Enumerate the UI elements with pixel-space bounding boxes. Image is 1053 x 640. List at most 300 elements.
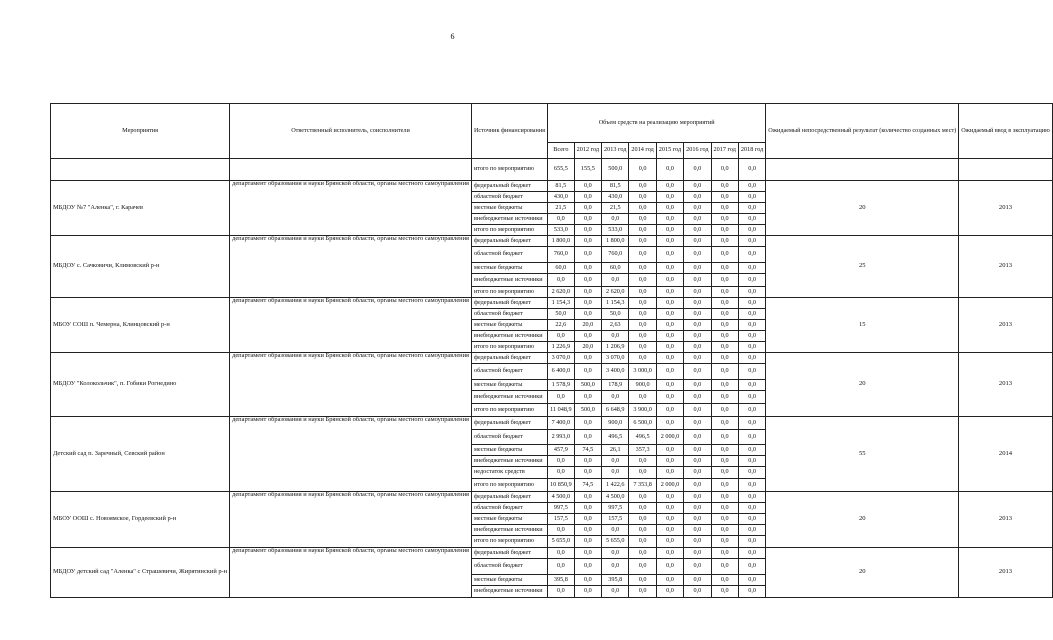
value-cell: 3 000,0 xyxy=(629,364,656,380)
value-cell: 0,0 xyxy=(574,430,601,445)
value-cell: 155,5 xyxy=(574,159,601,181)
source-cell: местные бюджеты xyxy=(471,445,547,456)
value-cell: 0,0 xyxy=(711,320,738,331)
value-cell: 0,0 xyxy=(629,548,656,559)
value-cell: 0,0 xyxy=(574,214,601,225)
table-row xyxy=(51,236,1053,247)
value-cell: 10 850,9 xyxy=(548,479,575,492)
value-cell: 0,0 xyxy=(656,417,683,430)
value-cell: 0,0 xyxy=(738,364,765,380)
value-cell: 3 900,0 xyxy=(629,404,656,417)
value-cell: 0,0 xyxy=(684,536,711,548)
table-header xyxy=(51,104,1053,159)
value-cell: 0,0 xyxy=(738,417,765,430)
responsible-cell xyxy=(230,159,472,181)
value-cell: 0,0 xyxy=(684,247,711,263)
source-cell: итого по мероприятию xyxy=(471,479,547,492)
value-cell: 1 226,9 xyxy=(548,342,575,353)
value-cell: 0,0 xyxy=(656,309,683,320)
value-cell: 357,3 xyxy=(629,445,656,456)
source-cell: итого по мероприятию xyxy=(471,342,547,353)
page-number: 6 xyxy=(450,32,455,41)
value-cell: 395,8 xyxy=(602,575,629,586)
value-cell: 7 353,8 xyxy=(629,479,656,492)
value-cell: 0,0 xyxy=(684,548,711,559)
value-cell: 2 620,0 xyxy=(548,287,575,298)
value-cell: 0,0 xyxy=(738,430,765,445)
value-cell: 0,0 xyxy=(711,159,738,181)
value-cell: 0,0 xyxy=(711,514,738,525)
value-cell: 0,0 xyxy=(656,247,683,263)
value-cell: 500,0 xyxy=(602,159,629,181)
value-cell: 2 620,0 xyxy=(602,287,629,298)
value-cell: 0,0 xyxy=(574,181,601,192)
value-cell: 0,0 xyxy=(738,192,765,203)
value-cell: 0,0 xyxy=(548,525,575,536)
measure-cell: МБОУ ООШ с. Новоямское, Гордеевский р-н xyxy=(51,492,230,548)
value-cell: 0,0 xyxy=(656,503,683,514)
value-cell: 0,0 xyxy=(574,298,601,309)
source-cell: федеральный бюджет xyxy=(471,492,547,503)
value-cell: 0,0 xyxy=(548,548,575,559)
value-cell: 0,0 xyxy=(629,514,656,525)
value-cell: 0,0 xyxy=(738,159,765,181)
value-cell: 0,0 xyxy=(684,225,711,236)
value-cell: 0,0 xyxy=(711,456,738,467)
value-cell: 0,0 xyxy=(711,263,738,274)
value-cell: 0,0 xyxy=(738,287,765,298)
value-cell: 0,0 xyxy=(738,274,765,287)
value-cell: 0,0 xyxy=(738,225,765,236)
value-cell: 0,0 xyxy=(711,342,738,353)
value-cell: 1 800,0 xyxy=(548,236,575,247)
value-cell: 0,0 xyxy=(684,456,711,467)
value-cell: 0,0 xyxy=(684,353,711,364)
source-cell: областной бюджет xyxy=(471,309,547,320)
value-cell: 0,0 xyxy=(629,492,656,503)
value-cell: 760,0 xyxy=(602,247,629,263)
value-cell: 0,0 xyxy=(711,417,738,430)
value-cell: 0,0 xyxy=(574,575,601,586)
value-cell: 2 000,0 xyxy=(656,479,683,492)
value-cell: 0,0 xyxy=(738,342,765,353)
result-cell: 20 xyxy=(766,492,959,548)
value-cell: 0,0 xyxy=(656,391,683,404)
value-cell: 0,0 xyxy=(656,445,683,456)
value-cell: 0,0 xyxy=(738,548,765,559)
value-cell: 60,0 xyxy=(548,263,575,274)
value-cell: 0,0 xyxy=(738,236,765,247)
value-cell: 0,0 xyxy=(656,575,683,586)
value-cell: 496,5 xyxy=(629,430,656,445)
value-cell: 0,0 xyxy=(574,536,601,548)
source-cell: местные бюджеты xyxy=(471,320,547,331)
value-cell: 20,0 xyxy=(574,342,601,353)
measure-cell: МБДОУ с. Сачковичи, Климовский р-н xyxy=(51,236,230,298)
value-cell: 0,0 xyxy=(629,263,656,274)
value-cell: 0,0 xyxy=(684,298,711,309)
value-cell: 1 154,3 xyxy=(548,298,575,309)
table-row xyxy=(51,298,1053,309)
value-cell: 0,0 xyxy=(656,380,683,391)
value-cell: 4 500,0 xyxy=(602,492,629,503)
value-cell: 6 400,0 xyxy=(548,364,575,380)
value-cell: 0,0 xyxy=(684,575,711,586)
value-cell: 0,0 xyxy=(684,320,711,331)
value-cell: 0,0 xyxy=(684,192,711,203)
value-cell: 0,0 xyxy=(656,192,683,203)
value-cell: 0,0 xyxy=(738,586,765,598)
value-cell: 0,0 xyxy=(629,391,656,404)
value-cell: 0,0 xyxy=(738,575,765,586)
value-cell: 0,0 xyxy=(629,309,656,320)
year-cell: 2013 xyxy=(959,298,1053,353)
value-cell: 0,0 xyxy=(656,492,683,503)
table-body xyxy=(51,159,1053,598)
value-cell: 157,5 xyxy=(602,514,629,525)
value-cell: 0,0 xyxy=(684,287,711,298)
value-cell: 0,0 xyxy=(548,559,575,575)
value-cell: 395,8 xyxy=(548,575,575,586)
value-cell: 0,0 xyxy=(602,274,629,287)
value-cell: 0,0 xyxy=(711,586,738,598)
value-cell: 157,5 xyxy=(548,514,575,525)
table-row xyxy=(51,159,1053,181)
value-cell: 0,0 xyxy=(574,525,601,536)
value-cell: 0,0 xyxy=(684,430,711,445)
value-cell: 457,9 xyxy=(548,445,575,456)
value-cell: 0,0 xyxy=(574,247,601,263)
value-cell: 0,0 xyxy=(738,514,765,525)
value-cell: 0,0 xyxy=(684,525,711,536)
value-cell: 0,0 xyxy=(738,503,765,514)
value-cell: 0,0 xyxy=(656,181,683,192)
value-cell: 0,0 xyxy=(738,492,765,503)
value-cell: 496,5 xyxy=(602,430,629,445)
value-cell: 533,0 xyxy=(548,225,575,236)
value-cell: 0,0 xyxy=(711,492,738,503)
value-cell: 0,0 xyxy=(711,548,738,559)
value-cell: 0,0 xyxy=(574,203,601,214)
value-cell: 0,0 xyxy=(656,225,683,236)
value-cell: 0,0 xyxy=(629,559,656,575)
value-cell: 1 154,3 xyxy=(602,298,629,309)
value-cell: 0,0 xyxy=(574,192,601,203)
value-cell: 0,0 xyxy=(602,525,629,536)
value-cell: 0,0 xyxy=(711,192,738,203)
value-cell: 0,0 xyxy=(711,331,738,342)
value-cell: 6 500,0 xyxy=(629,417,656,430)
value-cell: 0,0 xyxy=(574,287,601,298)
value-cell: 0,0 xyxy=(738,456,765,467)
value-cell: 11 048,9 xyxy=(548,404,575,417)
responsible-cell: департамент образования и науки Брянской области, органы местного самоуправления xyxy=(230,548,472,598)
header-source: Источник финансирования xyxy=(471,104,547,159)
source-cell: федеральный бюджет xyxy=(471,417,547,430)
header-year-2014: 2014 год xyxy=(629,143,656,159)
header-measure: Мероприятия xyxy=(51,104,230,159)
value-cell: 0,0 xyxy=(574,331,601,342)
source-cell: федеральный бюджет xyxy=(471,548,547,559)
value-cell: 0,0 xyxy=(711,353,738,364)
value-cell: 0,0 xyxy=(656,159,683,181)
year-cell: 2013 xyxy=(959,181,1053,236)
value-cell: 0,0 xyxy=(602,586,629,598)
value-cell: 0,0 xyxy=(656,467,683,479)
source-cell: федеральный бюджет xyxy=(471,181,547,192)
table-row xyxy=(51,548,1053,559)
value-cell: 0,0 xyxy=(656,364,683,380)
source-cell: местные бюджеты xyxy=(471,203,547,214)
source-cell: местные бюджеты xyxy=(471,514,547,525)
value-cell: 500,0 xyxy=(574,380,601,391)
responsible-cell: департамент образования и науки Брянской области, органы местного самоуправления xyxy=(230,298,472,353)
year-cell: 2013 xyxy=(959,353,1053,417)
header-year-2013: 2013 год xyxy=(602,143,629,159)
value-cell: 0,0 xyxy=(602,331,629,342)
value-cell: 0,0 xyxy=(629,298,656,309)
value-cell: 0,0 xyxy=(738,214,765,225)
header-year-2012: 2012 год xyxy=(574,143,601,159)
value-cell: 900,0 xyxy=(602,417,629,430)
value-cell: 0,0 xyxy=(629,203,656,214)
value-cell: 0,0 xyxy=(711,274,738,287)
value-cell: 0,0 xyxy=(602,548,629,559)
header-year-2017: 2017 год xyxy=(711,143,738,159)
source-cell: федеральный бюджет xyxy=(471,236,547,247)
value-cell: 0,0 xyxy=(629,536,656,548)
value-cell: 0,0 xyxy=(602,391,629,404)
value-cell: 0,0 xyxy=(548,586,575,598)
source-cell: итого по мероприятию xyxy=(471,159,547,181)
value-cell: 5 655,0 xyxy=(548,536,575,548)
value-cell: 0,0 xyxy=(574,309,601,320)
measure-cell: МБОУ СОШ п. Чемерна, Клинцовский р-н xyxy=(51,298,230,353)
value-cell: 0,0 xyxy=(684,417,711,430)
source-cell: местные бюджеты xyxy=(471,575,547,586)
value-cell: 1 206,9 xyxy=(602,342,629,353)
value-cell: 0,0 xyxy=(629,467,656,479)
value-cell: 0,0 xyxy=(629,586,656,598)
value-cell: 0,0 xyxy=(684,404,711,417)
measure-cell: МБДОУ №7 "Аленка", г. Карачев xyxy=(51,181,230,236)
value-cell: 178,9 xyxy=(602,380,629,391)
value-cell: 0,0 xyxy=(684,586,711,598)
value-cell: 0,0 xyxy=(548,331,575,342)
value-cell: 3 400,0 xyxy=(602,364,629,380)
value-cell: 2 000,0 xyxy=(656,430,683,445)
value-cell: 0,0 xyxy=(629,320,656,331)
source-cell: местные бюджеты xyxy=(471,263,547,274)
value-cell: 0,0 xyxy=(684,159,711,181)
value-cell: 0,0 xyxy=(656,559,683,575)
value-cell: 0,0 xyxy=(656,214,683,225)
value-cell: 0,0 xyxy=(602,559,629,575)
value-cell: 3 070,0 xyxy=(548,353,575,364)
value-cell: 0,0 xyxy=(711,287,738,298)
value-cell: 0,0 xyxy=(656,298,683,309)
source-cell: областной бюджет xyxy=(471,430,547,445)
value-cell: 0,0 xyxy=(711,467,738,479)
value-cell: 0,0 xyxy=(656,263,683,274)
value-cell: 0,0 xyxy=(738,320,765,331)
measure-cell: Детский сад п. Заречный, Севский район xyxy=(51,417,230,492)
source-cell: внебюджетные источники xyxy=(471,274,547,287)
value-cell: 0,0 xyxy=(602,214,629,225)
value-cell: 0,0 xyxy=(629,353,656,364)
value-cell: 7 400,0 xyxy=(548,417,575,430)
table-row xyxy=(51,417,1053,430)
value-cell: 0,0 xyxy=(711,364,738,380)
responsible-cell: департамент образования и науки Брянской области, органы местного самоуправления xyxy=(230,417,472,492)
value-cell: 0,0 xyxy=(656,203,683,214)
value-cell: 0,0 xyxy=(656,331,683,342)
table-row xyxy=(51,353,1053,364)
value-cell: 0,0 xyxy=(574,274,601,287)
value-cell: 0,0 xyxy=(711,445,738,456)
value-cell: 0,0 xyxy=(656,353,683,364)
result-cell xyxy=(766,159,959,181)
value-cell: 0,0 xyxy=(684,309,711,320)
value-cell: 0,0 xyxy=(711,536,738,548)
value-cell: 5 655,0 xyxy=(602,536,629,548)
value-cell: 0,0 xyxy=(574,548,601,559)
source-cell: областной бюджет xyxy=(471,247,547,263)
source-cell: местные бюджеты xyxy=(471,380,547,391)
result-cell: 55 xyxy=(766,417,959,492)
source-cell: внебюджетные источники xyxy=(471,456,547,467)
value-cell: 50,0 xyxy=(548,309,575,320)
value-cell: 0,0 xyxy=(574,503,601,514)
value-cell: 0,0 xyxy=(574,514,601,525)
value-cell: 0,0 xyxy=(711,181,738,192)
source-cell: недостаток средств xyxy=(471,467,547,479)
value-cell: 0,0 xyxy=(574,364,601,380)
value-cell: 0,0 xyxy=(684,274,711,287)
value-cell: 0,0 xyxy=(738,309,765,320)
value-cell: 0,0 xyxy=(711,404,738,417)
value-cell: 60,0 xyxy=(602,263,629,274)
value-cell: 26,1 xyxy=(602,445,629,456)
value-cell: 760,0 xyxy=(548,247,575,263)
value-cell: 0,0 xyxy=(629,181,656,192)
header-year-total: Всего xyxy=(548,143,575,159)
value-cell: 0,0 xyxy=(574,467,601,479)
value-cell: 81,5 xyxy=(602,181,629,192)
value-cell: 0,0 xyxy=(684,391,711,404)
value-cell: 1 578,9 xyxy=(548,380,575,391)
source-cell: областной бюджет xyxy=(471,559,547,575)
value-cell: 22,6 xyxy=(548,320,575,331)
value-cell: 0,0 xyxy=(656,236,683,247)
header-responsible: Ответственный исполнитель, соисполнители xyxy=(230,104,472,159)
value-cell: 500,0 xyxy=(574,404,601,417)
value-cell: 20,0 xyxy=(574,320,601,331)
header-year-2018: 2018 год xyxy=(738,143,765,159)
value-cell: 0,0 xyxy=(711,247,738,263)
value-cell: 0,0 xyxy=(629,274,656,287)
value-cell: 0,0 xyxy=(629,575,656,586)
value-cell: 0,0 xyxy=(684,492,711,503)
value-cell: 0,0 xyxy=(711,479,738,492)
value-cell: 21,5 xyxy=(602,203,629,214)
value-cell: 0,0 xyxy=(656,548,683,559)
measure-cell: МБДОУ "Колокольчик", п. Гобики Рогнедино xyxy=(51,353,230,417)
responsible-cell: департамент образования и науки Брянской области, органы местного самоуправления xyxy=(230,236,472,298)
value-cell: 0,0 xyxy=(711,236,738,247)
value-cell: 0,0 xyxy=(684,479,711,492)
value-cell: 0,0 xyxy=(711,380,738,391)
source-cell: итого по мероприятию xyxy=(471,536,547,548)
value-cell: 3 070,0 xyxy=(602,353,629,364)
value-cell: 21,5 xyxy=(548,203,575,214)
source-cell: итого по мероприятию xyxy=(471,404,547,417)
value-cell: 0,0 xyxy=(548,391,575,404)
value-cell: 0,0 xyxy=(684,467,711,479)
value-cell: 2 993,0 xyxy=(548,430,575,445)
value-cell: 0,0 xyxy=(738,263,765,274)
value-cell: 1 800,0 xyxy=(602,236,629,247)
value-cell: 0,0 xyxy=(738,525,765,536)
value-cell: 0,0 xyxy=(656,456,683,467)
value-cell: 0,0 xyxy=(629,236,656,247)
value-cell: 0,0 xyxy=(711,309,738,320)
value-cell: 0,0 xyxy=(656,287,683,298)
value-cell: 655,5 xyxy=(548,159,575,181)
value-cell: 997,5 xyxy=(602,503,629,514)
value-cell: 1 422,6 xyxy=(602,479,629,492)
responsible-cell: департамент образования и науки Брянской области, органы местного самоуправления xyxy=(230,353,472,417)
year-cell xyxy=(959,159,1053,181)
value-cell: 0,0 xyxy=(711,298,738,309)
measure-cell: МБДОУ детский сад "Аленка" с Страшевичи, Жирятинский р-н xyxy=(51,548,230,598)
header-expected-year: Ожидаемый ввод в эксплуатацию xyxy=(959,104,1053,159)
value-cell: 0,0 xyxy=(656,586,683,598)
value-cell: 0,0 xyxy=(574,586,601,598)
source-cell: итого по мероприятию xyxy=(471,225,547,236)
value-cell: 0,0 xyxy=(738,445,765,456)
value-cell: 0,0 xyxy=(602,467,629,479)
value-cell: 0,0 xyxy=(684,503,711,514)
value-cell: 0,0 xyxy=(738,404,765,417)
value-cell: 0,0 xyxy=(574,263,601,274)
value-cell: 0,0 xyxy=(629,247,656,263)
value-cell: 0,0 xyxy=(738,247,765,263)
result-cell: 25 xyxy=(766,236,959,298)
value-cell: 0,0 xyxy=(574,236,601,247)
value-cell: 0,0 xyxy=(656,404,683,417)
value-cell: 50,0 xyxy=(602,309,629,320)
year-cell: 2013 xyxy=(959,548,1053,598)
value-cell: 0,0 xyxy=(656,320,683,331)
value-cell: 0,0 xyxy=(738,181,765,192)
value-cell: 4 500,0 xyxy=(548,492,575,503)
year-cell: 2014 xyxy=(959,417,1053,492)
value-cell: 0,0 xyxy=(684,263,711,274)
source-cell: итого по мероприятию xyxy=(471,287,547,298)
measure-cell xyxy=(51,159,230,181)
value-cell: 0,0 xyxy=(711,525,738,536)
value-cell: 0,0 xyxy=(629,192,656,203)
value-cell: 0,0 xyxy=(738,353,765,364)
source-cell: внебюджетные источники xyxy=(471,331,547,342)
value-cell: 0,0 xyxy=(548,467,575,479)
value-cell: 81,5 xyxy=(548,181,575,192)
result-cell: 20 xyxy=(766,548,959,598)
value-cell: 533,0 xyxy=(602,225,629,236)
value-cell: 0,0 xyxy=(711,575,738,586)
funding-table xyxy=(50,103,1053,598)
